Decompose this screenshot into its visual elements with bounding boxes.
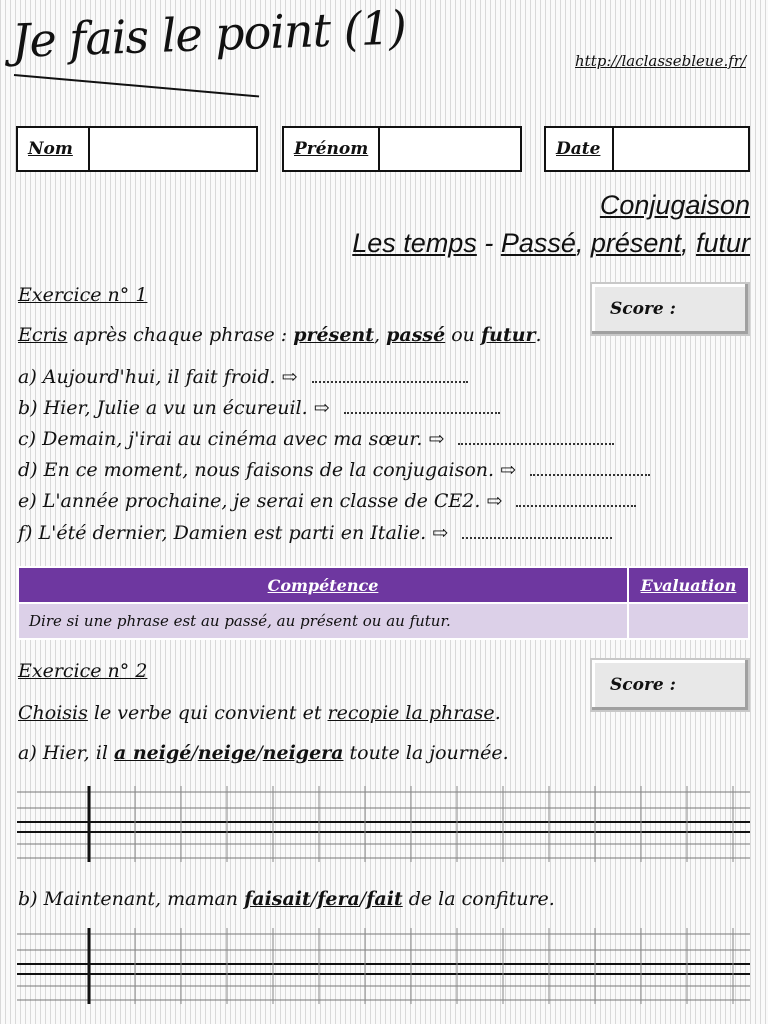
ex2-slash: / [310,888,318,910]
instr2-prefix: Choisis [18,702,88,724]
date-value[interactable] [614,128,748,170]
subtitle-sep3: , [680,228,696,258]
answer-line-a[interactable] [312,367,468,383]
ex1-item-a [18,366,468,388]
exercise1-score-box: Score : [590,282,750,336]
ex1-item-b [18,397,500,419]
row-evaluation[interactable] [628,603,749,639]
ex2-a-opt1: a neigé [113,742,192,764]
instr1-sep1: , [374,324,387,346]
instr1-opt-passe: passé [386,324,446,346]
instr1-sep2: ou [445,324,481,346]
arrow-icon: ⇨ [486,490,503,512]
subtitle-sep1: - [476,228,501,258]
ex2-a-suffix: toute la journée. [343,742,509,764]
exercise2-title: Exercice n° 2 [18,660,148,682]
firstname-value[interactable] [380,128,520,170]
ex2-b-opt3: fait [366,888,403,910]
ex2-b-opt1: faisait [244,888,311,910]
ex2-b-suffix: de la confiture. [402,888,555,910]
header-competence: Compétence [18,567,628,603]
ex2-slash: / [359,888,367,910]
ex2-item-a [18,742,509,764]
ex2-item-b [18,888,555,910]
ex2-a-prefix: a) Hier, il [18,742,114,764]
instr1-prefix: Ecris [18,324,68,346]
title-underline [14,74,259,97]
answer-line-b[interactable] [344,398,500,414]
ex2-b-opt2: fera [317,888,360,910]
answer-line-f[interactable] [462,523,612,539]
answer-line-c[interactable] [458,429,614,445]
ex1-item-a-text: a) Aujourd'hui, il fait froid. [18,366,276,388]
date-field[interactable] [544,126,750,172]
exercise2-score-box: Score : [590,658,750,712]
date-label: Date [546,128,614,170]
name-field[interactable] [16,126,258,172]
subject-subtitle [352,228,750,259]
competence-table [17,566,750,640]
ex1-item-f-text: f) L'été dernier, Damien est parti en Italie. [18,522,427,544]
instr2-end: . [494,702,501,724]
writing-lines-b[interactable] [17,928,750,1004]
arrow-icon: ⇨ [313,397,330,419]
ex1-item-d-text: d) En ce moment, nous faisons de la conjugaison. [18,459,495,481]
answer-line-e[interactable] [516,491,636,507]
arrow-icon: ⇨ [432,522,449,544]
ex2-a-opt2: neige [197,742,257,764]
instr1-opt-present: présent [293,324,375,346]
ex1-item-d [18,459,650,481]
ex1-item-b-text: b) Hier, Julie a vu un écureuil. [18,397,308,419]
instr1-opt-futur: futur [480,324,536,346]
row-competence: Dire si une phrase est au passé, au présent ou au futur. [18,603,628,639]
exercise1-title: Exercice n° 1 [18,284,148,306]
firstname-field[interactable] [282,126,522,172]
arrow-icon: ⇨ [500,459,517,481]
instr1-end: . [535,324,542,346]
name-value[interactable] [90,128,256,170]
instr1-middle: après chaque phrase : [67,324,294,346]
page-title: Je fais le point (1) [11,0,407,68]
writing-lines-a[interactable] [17,786,750,862]
subtitle-part4: futur [695,228,750,258]
ex1-item-e-text: e) L'année prochaine, je serai en classe de CE2. [18,490,481,512]
name-label: Nom [18,128,90,170]
ex2-slash: / [256,742,263,764]
answer-line-d[interactable] [530,460,650,476]
ex1-item-c-text: c) Demain, j'irai au cinéma avec ma sœur. [18,428,423,450]
ex1-item-e [18,490,636,512]
subtitle-part2: Passé [500,228,576,258]
exercise1-instruction [18,324,542,346]
site-link[interactable]: http://laclassebleue.fr/ [575,52,746,70]
ex1-item-c [18,428,614,450]
subtitle-part1: Les temps [352,228,477,258]
exercise2-instruction [18,702,501,724]
instr2-middle: le verbe qui convient et [87,702,328,724]
header-evaluation: Evaluation [628,567,749,603]
arrow-icon: ⇨ [428,428,445,450]
ex2-a-opt3: neigera [262,742,344,764]
ex2-b-prefix: b) Maintenant, maman [18,888,245,910]
ex2-slash: / [191,742,198,764]
instr2-underlined: recopie la phrase [327,702,495,724]
subtitle-sep2: , [575,228,591,258]
ex1-item-f [18,522,612,544]
subtitle-part3: présent [590,228,681,258]
subject-title: Conjugaison [599,190,750,220]
firstname-label: Prénom [284,128,380,170]
arrow-icon: ⇨ [281,366,298,388]
